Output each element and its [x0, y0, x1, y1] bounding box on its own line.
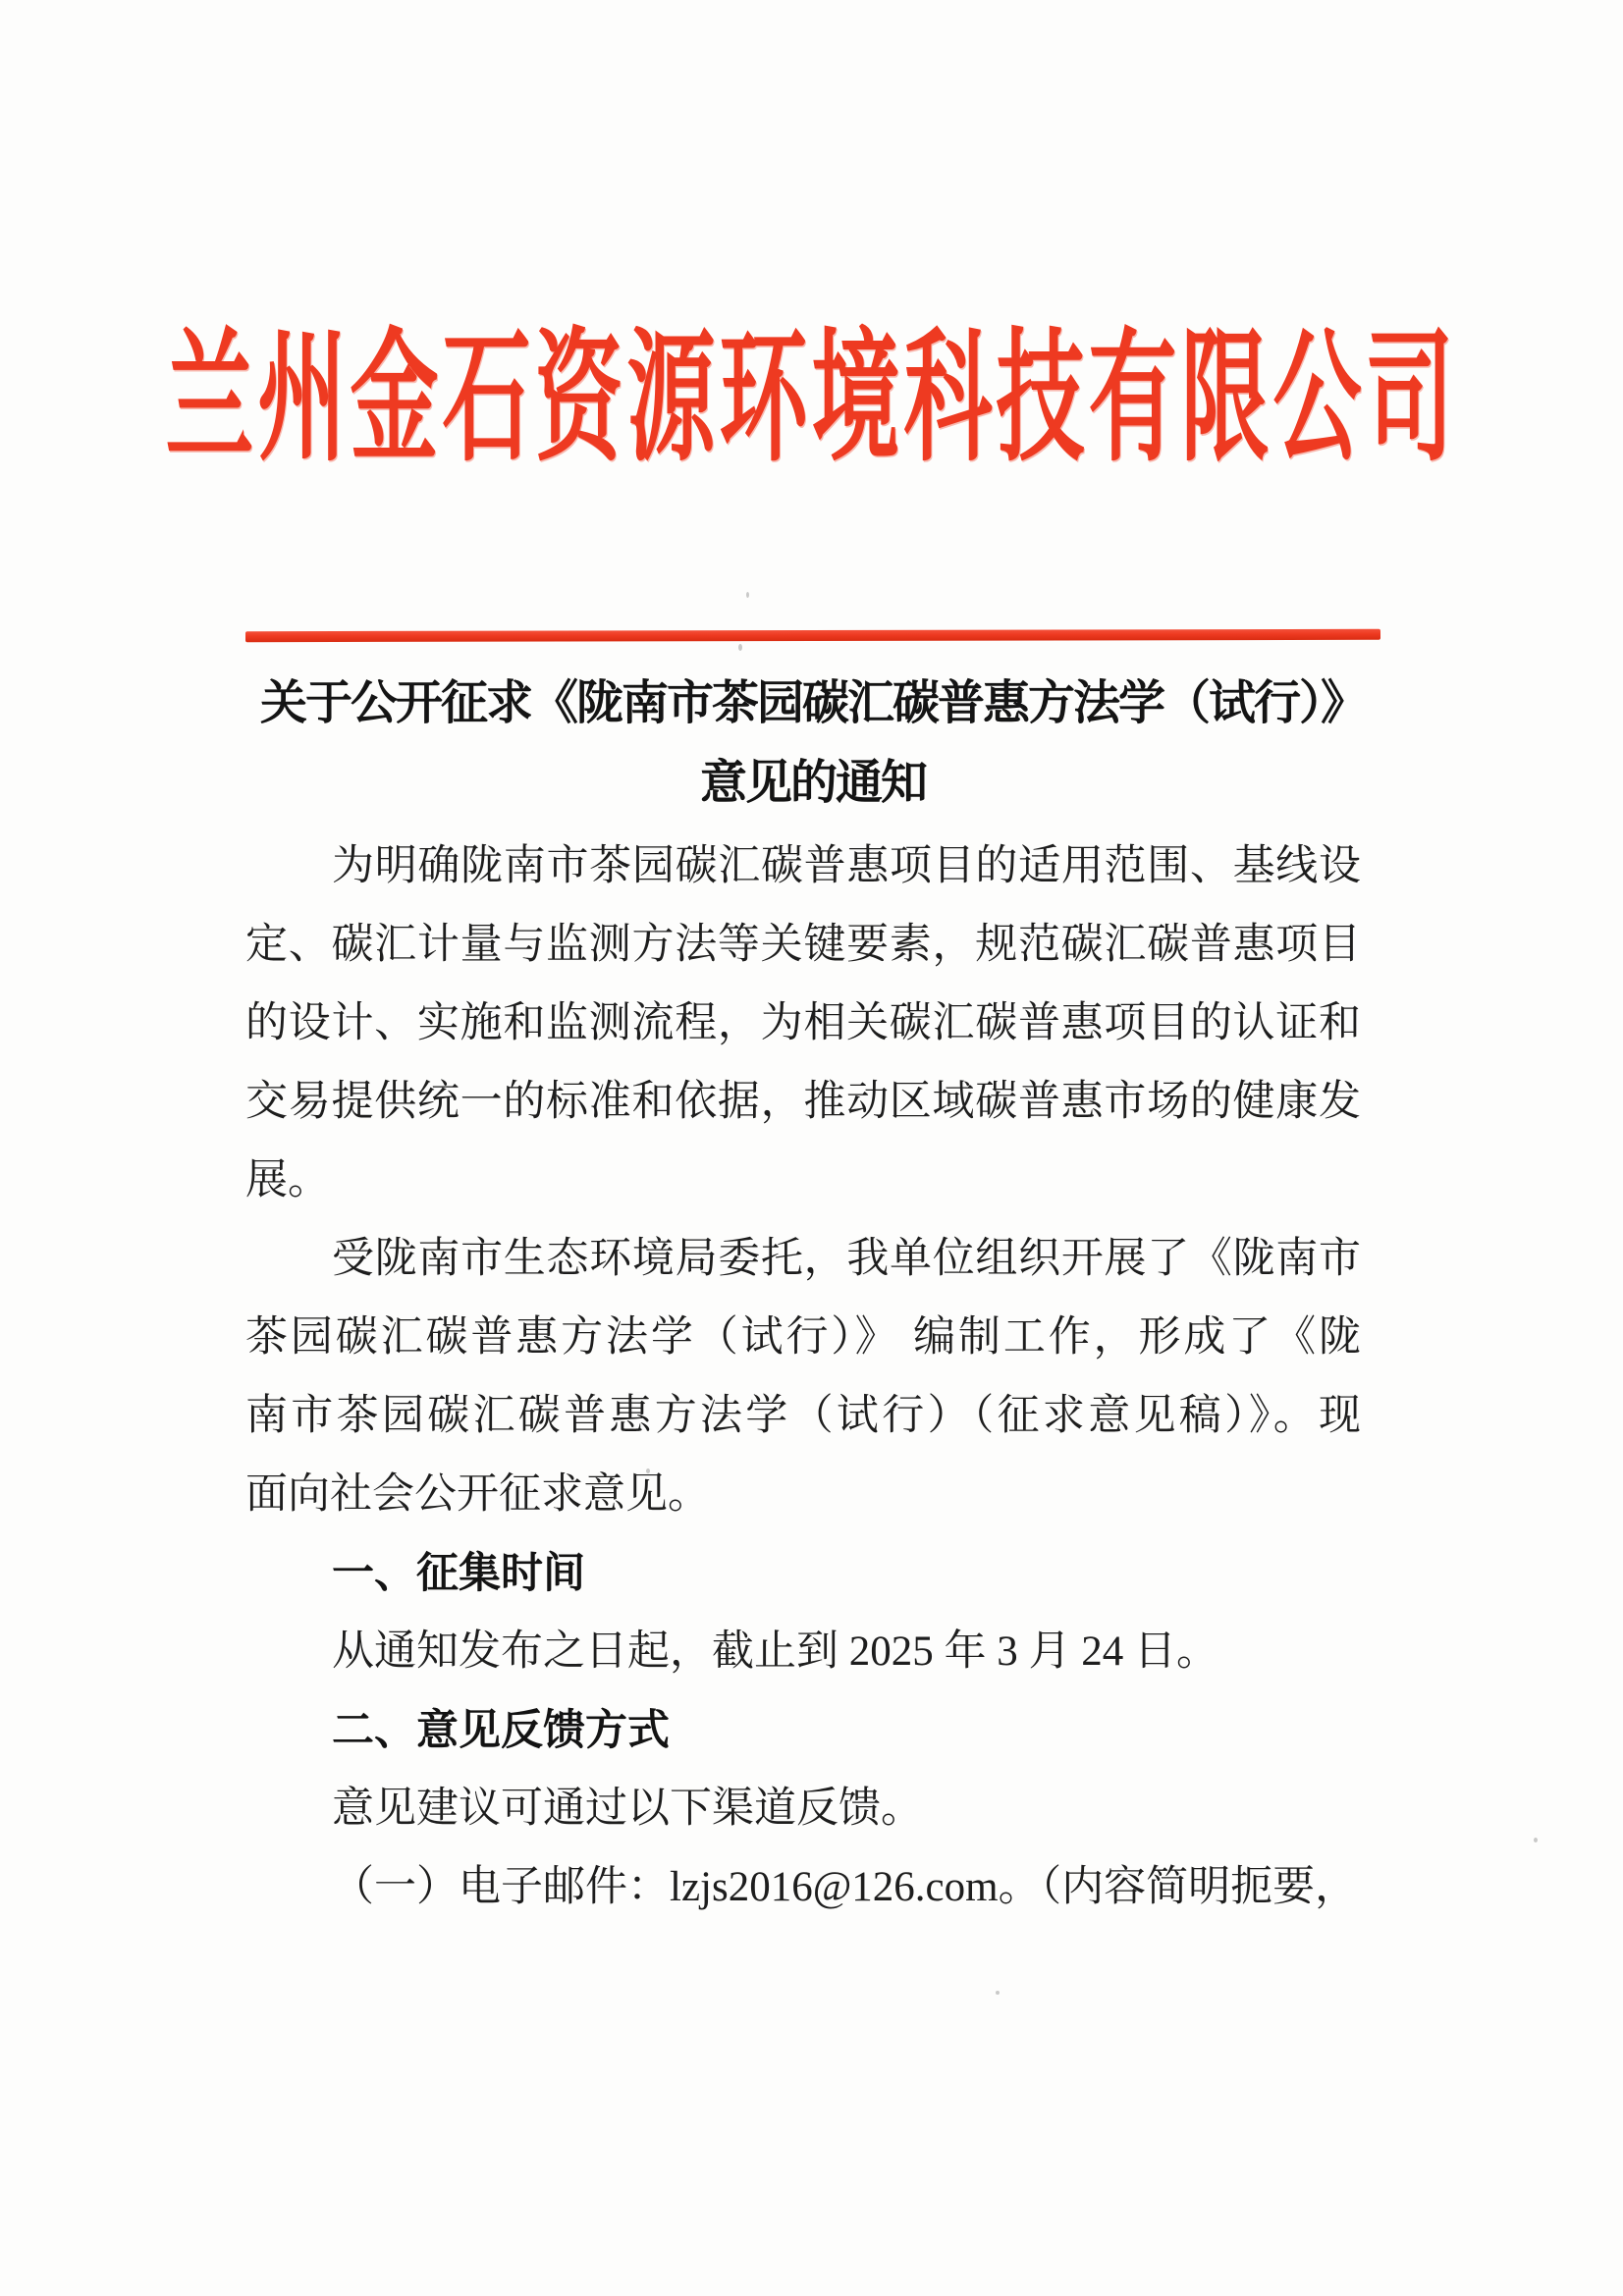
section-heading-collection-time: 一、征集时间 — [332, 1549, 585, 1598]
body-line: 茶园碳汇碳普惠方法学（试行）》 编制工作，形成了《陇 — [245, 1314, 1361, 1361]
body-line: 定、碳汇计量与监测方法等关键要素，规范碳汇碳普惠项目 — [245, 922, 1361, 968]
document-title-line-1: 关于公开征求《陇南市茶园碳汇碳普惠方法学（试行）》 — [259, 677, 1366, 729]
scan-artifact — [646, 1468, 650, 1473]
scan-artifact — [996, 1991, 1000, 1995]
company-letterhead — [0, 282, 1623, 479]
letterhead-divider-rule — [245, 629, 1380, 642]
body-line: 交易提供统一的标准和依据，推动区域碳普惠市场的健康发 — [245, 1079, 1361, 1125]
body-line: 从通知发布之日起，截止到 2025 年 3 月 24 日。 — [332, 1629, 1218, 1675]
body-line: 受陇南市生态环境局委托，我单位组织开展了《陇南市 — [332, 1236, 1361, 1282]
body-line: 展。 — [245, 1157, 330, 1203]
body-line: 南市茶园碳汇碳普惠方法学（试行）（征求意见稿）》。现 — [245, 1393, 1361, 1439]
company-name: 兰州金石资源环境科技有限公司 — [165, 321, 1458, 479]
body-line: 意见建议可通过以下渠道反馈。 — [332, 1786, 923, 1832]
body-line: 面向社会公开征求意见。 — [245, 1471, 710, 1518]
section-heading-feedback-method: 二、意见反馈方式 — [332, 1706, 670, 1755]
scan-artifact — [738, 644, 742, 651]
scan-artifact — [1534, 1838, 1538, 1842]
document-body — [245, 828, 1361, 1927]
scan-artifact — [746, 592, 749, 598]
body-line: 的设计、实施和监测流程，为相关碳汇碳普惠项目的认证和 — [245, 1000, 1361, 1046]
document-title-line-2: 意见的通知 — [699, 757, 926, 809]
body-line: 为明确陇南市茶园碳汇碳普惠项目的适用范围、基线设 — [332, 843, 1361, 889]
body-line-email: （一）电子邮件：lzjs2016@126.com。（内容简明扼要， — [332, 1864, 1358, 1910]
document-title — [231, 664, 1395, 823]
